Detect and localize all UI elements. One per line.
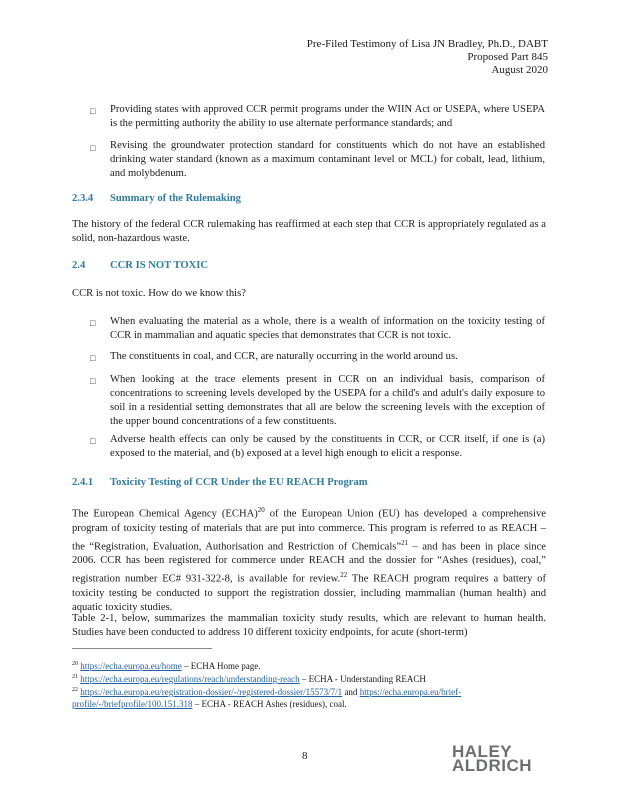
bullet-icon: □ [90,436,96,446]
logo-line-2: ALDRICH [452,756,532,775]
bullet-icon: □ [90,376,96,386]
footnote-divider [72,648,212,649]
paragraph-reach [72,503,546,615]
footnote-ref[interactable]: 21 [401,538,409,547]
section-number: 2.4 [72,260,86,271]
section-heading-2-4-1 [72,477,368,488]
footnote-number: 22 [72,687,78,693]
paragraph-not-toxic: CCR is not toxic. How do we know this? [72,288,246,299]
bullet-icon: □ [90,106,96,116]
bullet-item: When looking at the trace elements present in CCR on an individual basis, comparison of concentrations to screening levels developed by the USEPA for a child's and adult's daily exposure to soil in a residential setting demonstrates that all are below the screening levels with the exception of the upper bound concentrations of a few constituents. [110,374,545,427]
bullet-icon: □ [90,353,96,363]
header-author: Pre-Filed Testimony of Lisa JN Bradley, Ph.D., DABT [306,38,548,50]
bullet-icon: □ [90,318,96,328]
page-number: 8 [302,750,308,762]
footnote-text: – ECHA Home page. [181,661,261,671]
footnote-link[interactable]: https://echa.europa.eu/brief-profile/-/briefprofile/100.151.318 [72,687,462,709]
header-docname: Proposed Part 845 [467,51,548,63]
paragraph-history: The history of the federal CCR rulemaking has reaffirmed at each step that CCR is appropriately regulated as a solid, non-hazardous waste. [72,219,546,244]
footnote-text: and [342,687,360,697]
section-title: Toxicity Testing of CCR Under the EU REACH Program [110,477,368,488]
haley-aldrich-logo [452,742,532,775]
footnote-number: 20 [72,661,78,667]
footnote-20 [72,658,260,672]
section-title: Summary of the Rulemaking [110,193,241,204]
bullet-item: When evaluating the material as a whole, there is a wealth of information on the toxicity testing of CCR in mammalian and aquatic species that demonstrates that CCR is not toxic. [110,316,545,341]
reach-text-4: The REACH program requires a battery of toxicity testing be conducted to support the registration dossier, including mammalian (human health) and aquatic toxicity studies. [72,573,546,613]
bullet-item: Adverse health effects can only be caused by the constituents in CCR, or CCR itself, if one is (a) exposed to the material, and (b) exposed at a level high enough to elicit a response. [110,434,545,459]
reach-text-1: The European Chemical Agency (ECHA) [72,508,258,520]
section-number: 2.3.4 [72,193,94,204]
running-header [307,38,548,77]
section-title: CCR IS NOT TOXIC [110,260,209,271]
footnote-link[interactable]: https://echa.europa.eu/registration-dossier/-/registered-dossier/15573/7/1 [80,687,343,697]
footnote-link[interactable]: https://echa.europa.eu/home [80,661,182,671]
footnote-link[interactable]: https://echa.europa.eu/regulations/reach/understanding-reach [80,674,300,684]
reach-text-2: of the European Union (EU) has developed a comprehensive program of toxicity testing of materials that are put into commerce. This program is referred to as REACH – the “Registration, Evaluation, Authorisation and Restriction of Chemicals” [72,508,546,553]
header-date: August 2020 [491,64,548,76]
bullet-item: Revising the groundwater protection standard for constituents which do not have an established drinking water standard (known as a maximum contaminant level or MCL) for cobalt, lead, lithium, and molybdenum. [110,140,545,179]
bullet-item: Providing states with approved CCR permit programs under the WIIN Act or USEPA, where USEPA is the permitting authority the ability to use alternate performance standards; and [110,104,545,129]
logo-line-1: HALEY [452,742,513,761]
footnote-21 [72,671,426,685]
footnote-22 [72,684,546,710]
section-heading-2-3-4 [72,193,241,204]
section-number: 2.4.1 [72,477,94,488]
section-heading-2-4 [72,260,208,271]
bullet-item: The constituents in coal, and CCR, are naturally occurring in the world around us. [110,351,458,362]
footnote-ref[interactable]: 20 [257,506,265,514]
bullet-icon: □ [90,143,96,153]
paragraph-table-intro: Table 2-1, below, summarizes the mammalian toxicity study results, which are relevant to human health. Studies have been conducted to address 10 different toxicity endpoints, for acute (short-term) [72,613,546,638]
footnote-ref[interactable]: 22 [340,571,348,580]
footnote-text: – ECHA - REACH Ashes (residues), coal. [192,699,347,709]
footnote-number: 21 [72,674,78,680]
footnote-text: – ECHA - Understanding REACH [299,674,426,684]
reach-text-3: – and has been in place since 2006. CCR has been registered for commerce under REACH and the dossier for “Ashes (residues), coal,” registration number EC# 931-322-8, is available for review. [72,541,546,585]
